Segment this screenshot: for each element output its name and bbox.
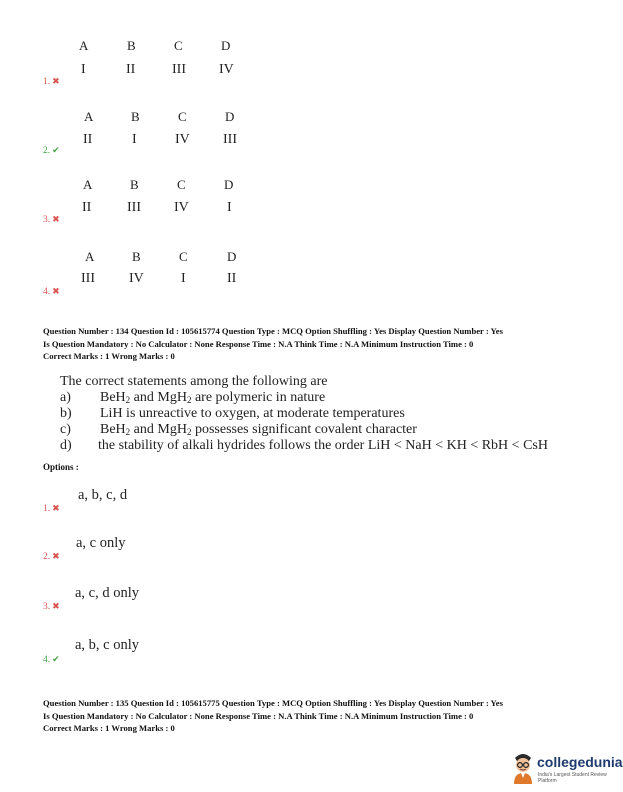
option-number: 4. ✔ [43,654,60,665]
option-number: 4. ✖ [43,286,60,297]
wrong-icon: ✖ [52,551,60,561]
col-value: II [126,62,136,77]
col-header: B [132,249,141,264]
col-header: C [178,109,187,124]
logo-name: collegedunia [537,754,623,770]
mascot-icon [510,750,536,784]
statement-text: LiH is unreactive to oxygen, at moderate temperatures [100,406,405,421]
col-header: C [179,249,188,264]
col-value: I [227,200,232,215]
option-text: a, c, d only [75,585,140,601]
col-header: C [174,38,183,53]
col-value: III [172,62,186,77]
col-value: IV [174,200,189,215]
option-number: 3. ✖ [43,601,60,612]
statement-text: BeH$_2$ and MgH$_2$ possesses significant covalent character [100,422,417,437]
statement-label: a) [60,390,71,405]
question-meta-line: Is Question Mandatory : No Calculator : None Response Time : N.A Think Time : N.A Minimum Instruction Time : 0 [43,338,474,349]
col-value: III [81,271,95,286]
option-number: 1. ✖ [43,76,60,87]
statement-label: c) [60,422,71,437]
question-meta-line: Is Question Mandatory : No Calculator : None Response Time : N.A Think Time : N.A Minimum Instruction Time : 0 [43,710,474,721]
wrong-icon: ✖ [52,286,60,296]
check-icon: ✔ [52,654,60,664]
question-meta-line: Question Number : 134 Question Id : 105615774 Question Type : MCQ Option Shuffling : Yes Display Question Number : Yes [43,326,503,336]
col-header: C [177,177,186,192]
col-value: I [132,132,137,147]
col-header: D [225,109,235,124]
col-value: II [82,200,92,215]
option-text: a, c only [76,535,126,551]
question-meta-line: Correct Marks : 1 Wrong Marks : 0 [43,351,175,361]
col-value: IV [175,132,190,147]
col-header: B [130,177,139,192]
col-header: A [83,177,93,192]
col-value: II [83,132,93,147]
col-header: D [227,249,237,264]
option-text: a, b, c, d [78,487,128,503]
wrong-icon: ✖ [52,601,60,611]
col-value: IV [219,62,234,77]
statement-label: b) [60,406,72,421]
option-number: 1. ✖ [43,503,60,514]
col-header: B [131,109,140,124]
option-number: 2. ✔ [43,145,60,156]
option-text: a, b, c only [75,637,140,653]
option-number: 3. ✖ [43,214,60,225]
col-value: IV [129,271,144,286]
wrong-icon: ✖ [52,503,60,513]
wrong-icon: ✖ [52,214,60,224]
col-header: B [127,38,136,53]
question-meta-line: Correct Marks : 1 Wrong Marks : 0 [43,723,175,733]
check-icon: ✔ [52,145,60,155]
col-header: A [84,109,94,124]
wrong-icon: ✖ [52,76,60,86]
col-header: D [221,38,231,53]
col-value: I [181,271,186,286]
question-134-meta [43,325,503,363]
question-135-meta [43,697,503,735]
logo-tagline: India's Largest Student Review Platform [538,772,607,784]
statement-text: BeH$_2$ and MgH$_2$ are polymeric in nature [100,390,326,405]
col-value: II [227,271,237,286]
col-value: III [127,200,141,215]
statement-label: d) [60,438,72,453]
col-header: A [79,38,89,53]
options-label: Options : [43,462,79,472]
collegedunia-logo [510,748,623,788]
col-header: A [85,249,95,264]
col-value: I [81,62,86,77]
option-number: 2. ✖ [43,551,60,562]
statement-text: the stability of alkali hydrides follows the order LiH < NaH < KH < RbH < CsH [98,438,548,453]
question-intro: The correct statements among the following are [60,374,328,389]
col-header: D [224,177,234,192]
question-meta-line: Question Number : 135 Question Id : 105615775 Question Type : MCQ Option Shuffling : Yes Display Question Number : Yes [43,698,503,708]
col-value: III [223,132,237,147]
